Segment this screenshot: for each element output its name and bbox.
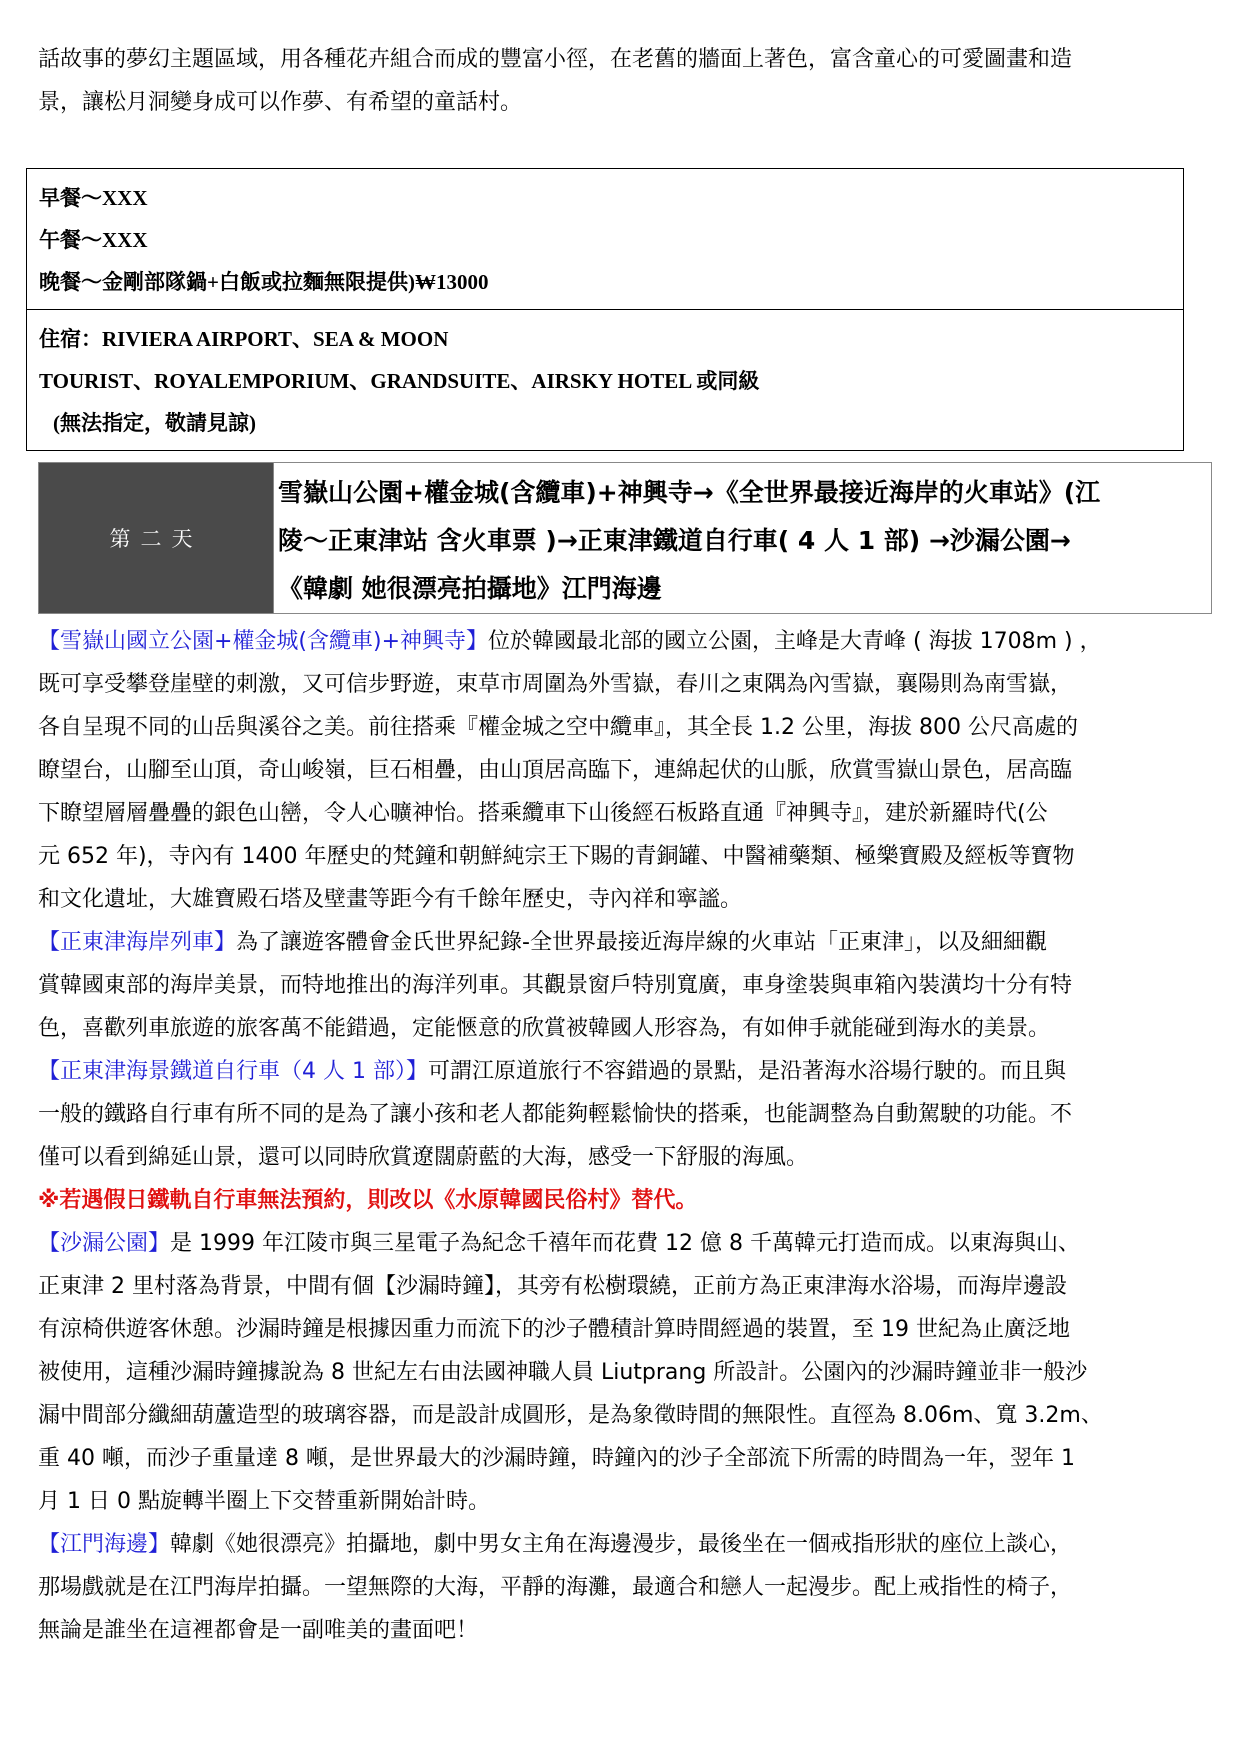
paragraph-line: 既可享受攀登崖壁的刺激，又可信步野遊，束草市周圍為外雪嶽，春川之東隅為內雪嶽，襄陽則為南雪嶽， [38,672,1073,697]
intro-line: 景，讓松月洞變身成可以作夢、有希望的童話村。 [38,90,523,115]
paragraph-line [38,620,1210,663]
paragraph-line [38,1523,1210,1566]
paragraph-line: 月 1 日 0 點旋轉半圈上下交替重新開始計時。 [38,1489,490,1514]
paragraph-text: 位於韓國最北部的國立公園，主峰是大青峰 ( 海拔 1708m ) ， [488,629,1102,654]
route-line: 陵～正東津站 含火車票 )→正東津鐵道自行車( 4 人 1 部) →沙漏公園→ [278,526,1071,555]
paragraph-line: 那場戲就是在江門海岸拍攝。一望無際的大海，平靜的海灘，最適合和戀人一起漫步。配上戒指性的椅子， [38,1575,1073,1600]
substitution-warning: ※若遇假日鐵軌自行車無法預約，則改以《水原韓國民俗村》替代。 [38,1188,698,1213]
paragraph-line: 有涼椅供遊客休憩。沙漏時鐘是根據因重力而流下的沙子體積計算時間經過的裝置，至 19 世紀為止廣泛地 [38,1317,1070,1342]
paragraph-line: 下瞭望層層疊疊的銀色山巒，令人心曠神怡。搭乘纜車下山後經石板路直通『神興寺』，建於新羅時代(公 [38,801,1048,826]
paragraph-text: 可謂江原道旅行不容錯過的景點，是沿著海水浴場行駛的。而且與 [427,1059,1066,1084]
paragraph-line [38,1050,1210,1093]
paragraph-line: 無論是誰坐在這裡都會是一副唯美的畫面吧！ [38,1618,479,1643]
dinner-line: 晚餐～金剛部隊鍋+白飯或拉麵無限提供)₩13000 [39,270,489,294]
accommodation-section [27,309,1183,450]
paragraph-line [38,921,1210,964]
paragraph-line: 漏中間部分纖細葫蘆造型的玻璃容器，而是設計成圓形，是為象徵時間的無限性。直徑為 8.06m、寬 3.2m、 [38,1403,1103,1428]
paragraph-line: 和文化遺址，大雄寶殿石塔及壁畫等距今有千餘年歷史，寺內祥和寧謐。 [38,887,743,912]
meals-accommodation-box [26,168,1184,451]
day-label: 第二天 [39,463,273,613]
day-route [273,463,1211,613]
meals-section [27,169,1183,309]
lunch-line: 午餐～XXX [39,228,148,252]
paragraph-line: 色，喜歡列車旅遊的旅客萬不能錯過，定能愜意的欣賞被韓國人形容為，有如伸手就能碰到海水的美景。 [38,1016,1051,1041]
paragraph-line: 瞭望台，山腳至山頂，奇山峻嶺，巨石相疊，由山頂居高臨下，連綿起伏的山脈，欣賞雪嶽山景色，居高臨 [38,758,1073,783]
route-line: 雪嶽山公園+權金城(含纜車)+神興寺→《全世界最接近海岸的火車站》(江 [278,478,1101,507]
intro-line: 話故事的夢幻主題區域，用各種花卉組合而成的豐富小徑，在老舊的牆面上著色，富含童心的可愛圖畫和造 [38,47,1073,72]
paragraph-line: 正東津 2 里村落為背景，中間有個【沙漏時鐘】，其旁有松樹環繞，正前方為正東津海水浴場，而海岸邊設 [38,1274,1067,1299]
accommodation-note: (無法指定，敬請見諒) [53,411,256,435]
train-paragraph [38,921,1210,1050]
paragraph-line: 一般的鐵路自行車有所不同的是為了讓小孩和老人都能夠輕鬆愉快的搭乘，也能調整為自動駕駛的功能。不 [38,1102,1073,1127]
paragraph-line: 被使用，這種沙漏時鐘據說為 8 世紀左右由法國神職人員 Liutprang 所設計。公園內的沙漏時鐘並非一般沙 [38,1360,1088,1385]
paragraph-text: 韓劇《她很漂亮》拍攝地，劇中男女主角在海邊漫步，最後坐在一個戒指形狀的座位上談心， [170,1532,1073,1557]
paragraph-line: 重 40 噸，而沙子重量達 8 噸，是世界最大的沙漏時鐘，時鐘內的沙子全部流下所需的時間為一年，翌年 1 [38,1446,1075,1471]
paragraph-text: 是 1999 年江陵市與三星電子為紀念千禧年而花費 12 億 8 千萬韓元打造而成。以東海與山、 [170,1231,1080,1256]
breakfast-line: 早餐～XXX [39,186,148,210]
paragraph-line: 元 652 年)，寺內有 1400 年歷史的梵鐘和朝鮮純宗王下賜的青銅罐、中醫補藥類、極樂寶殿及經板等寶物 [38,844,1075,869]
day-itinerary-header [38,462,1212,614]
section-heading: 【正東津海景鐵道自行車（4 人 1 部）】 [38,1059,428,1084]
hourglass-paragraph [38,1222,1210,1523]
intro-paragraph [38,38,1210,124]
seorak-paragraph [38,620,1210,921]
accommodation-line: 住宿：RIVIERA AIRPORT、SEA & MOON [39,327,449,351]
paragraph-line: 僅可以看到綿延山景，還可以同時欣賞遼闊蔚藍的大海，感受一下舒服的海風。 [38,1145,809,1170]
gangmun-paragraph [38,1523,1210,1652]
section-heading: 【沙漏公園】 [38,1231,171,1256]
paragraph-line: 各自呈現不同的山岳與溪谷之美。前往搭乘『權金城之空中纜車』，其全長 1.2 公里，海拔 800 公尺高處的 [38,715,1078,740]
accommodation-hotels-line: TOURIST、ROYALEMPORIUM、GRANDSUITE、AIRSKY HOTEL 或同級 [39,369,760,393]
section-heading: 【江門海邊】 [38,1532,171,1557]
itinerary-description [38,620,1210,1652]
route-line: 《韓劇 她很漂亮拍攝地》江門海邊 [278,574,662,603]
paragraph-text: 為了讓遊客體會金氏世界紀錄-全世界最接近海岸線的火車站「正東津」，以及細細觀 [236,930,1047,955]
section-heading: 【正東津海岸列車】 [38,930,237,955]
paragraph-line [38,1222,1210,1265]
paragraph-line: 賞韓國東部的海岸美景，而特地推出的海洋列車。其觀景窗戶特別寬廣，車身塗裝與車箱內裝潢均十分有特 [38,973,1073,998]
rail-bike-paragraph [38,1050,1210,1179]
section-heading: 【雪嶽山國立公園+權金城(含纜車)+神興寺】 [38,629,489,654]
